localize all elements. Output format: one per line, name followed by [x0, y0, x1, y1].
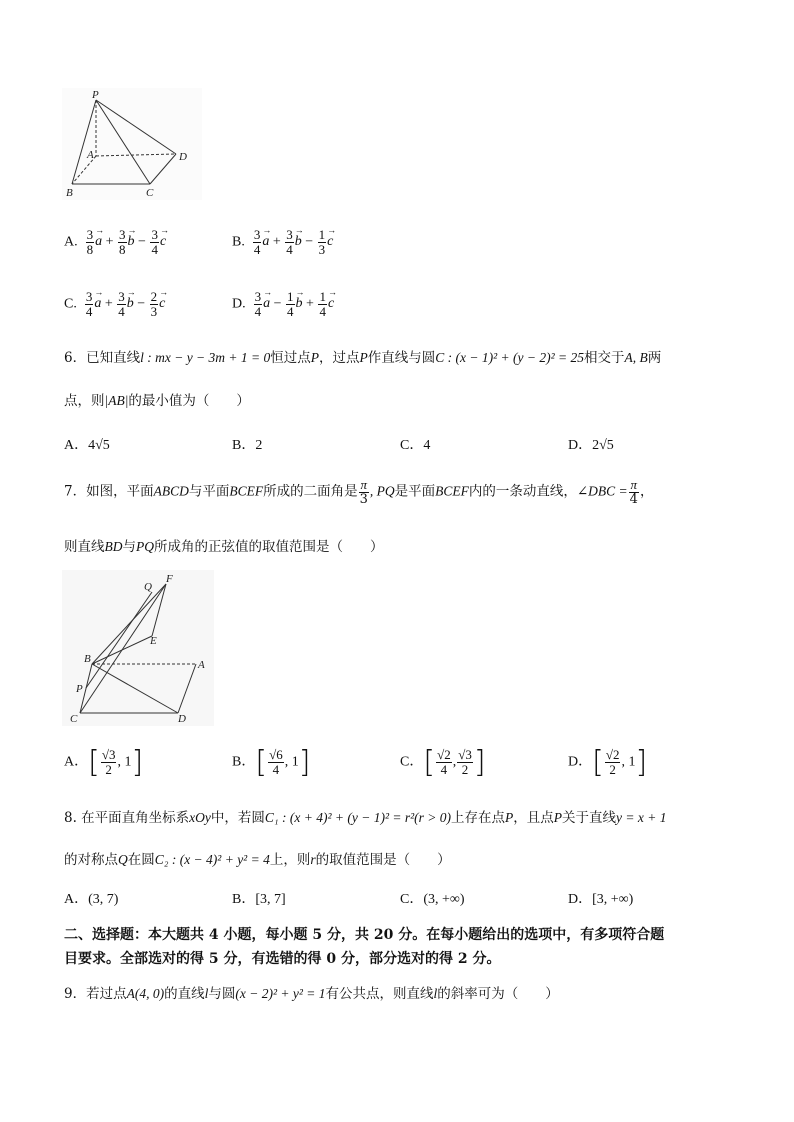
q8-option-c[interactable]: C．(3, +∞): [400, 892, 465, 907]
label-A: A: [198, 659, 205, 671]
label-B: B: [66, 187, 73, 199]
q9-stem: 9．若过点A(4, 0)的直线l与圆(x − 2)² + y² = 1有公共点，则直线l的斜率可为（ ）: [64, 986, 559, 1002]
q5-option-c[interactable]: C. $\frac{3}{4}$ → a + $\frac{3}{4}$ → b − $\frac{2}{3}$ → c: [64, 290, 165, 318]
label-D: D: [178, 713, 186, 725]
q5-option-a[interactable]: A. $\frac{3}{8}$ → a + $\frac{3}{8}$ → b − $\frac{3}{4}$ → c: [64, 228, 166, 256]
q8-stem-line2: 的对称点Q在圆C₂ : (x − 4)² + y² = 4上，则r的取值范围是（ ）: [64, 852, 451, 868]
q7-option-b[interactable]: B．[ $\frac{√6}{4}$ , 1]: [232, 745, 311, 780]
q7-option-c[interactable]: C．[ $\frac{√2}{4}$ , $\frac{√3}{2}$ ]: [400, 745, 486, 780]
q6-stem-line1: 6．已知直线l : mx − y − 3m + 1 = 0恒过点P，过点P作直线与圆C : (x − 1)² + (y − 2)² = 25相交于A, B两: [64, 350, 662, 366]
label-A: A: [87, 149, 94, 161]
q8-stem-line1: 8. 在平面直角坐标系xOy中，若圆C₁ : (x + 4)² + (y − 1)² = r²(r > 0)上存在点P，且点P关于直线y = x + 1: [64, 810, 667, 826]
section-2-heading-line2: 目要求。全部选对的得 5 分，有选错的得 0 分，部分选对的得 2 分。: [64, 951, 501, 967]
q8-option-d[interactable]: D．[3, +∞): [568, 892, 634, 907]
q6-option-a[interactable]: A．4√5: [64, 438, 110, 453]
q6-option-c[interactable]: C．4: [400, 438, 431, 453]
q7-stem-line1: 7．如图，平面ABCD与平面BCEF所成的二面角是 $\frac{\pi}{3}$ , PQ是平面BCEF内的一条动直线，∠DBC = $\frac{\pi}{4}$ ，: [64, 477, 654, 507]
label-D: D: [179, 151, 187, 163]
q8-option-a[interactable]: A．(3, 7): [64, 892, 119, 907]
q7-option-d[interactable]: D．[ $\frac{√2}{2}$ , 1]: [568, 745, 648, 780]
label-P: P: [76, 683, 83, 695]
label-C: C: [70, 713, 78, 725]
label-F: F: [166, 573, 173, 585]
dihedral-figure: [62, 570, 214, 726]
label-P: P: [92, 89, 99, 101]
q6-stem-line2: 点，则|AB|的最小值为（ ）: [64, 393, 250, 409]
pyramid-figure: [62, 88, 202, 200]
q5-option-d[interactable]: D. $\frac{3}{4}$ → a − $\frac{1}{4}$ → b + $\frac{1}{4}$ → c: [232, 290, 334, 318]
q6-option-d[interactable]: D．2√5: [568, 438, 614, 453]
label-Q: Q: [144, 581, 152, 593]
label-E: E: [150, 635, 157, 647]
label-C: C: [146, 187, 154, 199]
q5-option-b[interactable]: B. $\frac{3}{4}$ → a + $\frac{3}{4}$ → b − $\frac{1}{3}$ → c: [232, 228, 333, 256]
q7-stem-line2: 则直线BD与PQ所成角的正弦值的取值范围是（ ）: [64, 539, 384, 555]
q6-option-b[interactable]: B．2: [232, 438, 263, 453]
section-2-heading-line1: 二、选择题：本大题共 4 小题，每小题 5 分，共 20 分。在每小题给出的选项中，有多项符合题: [64, 927, 665, 943]
q7-option-a[interactable]: A．[ $\frac{√3}{2}$ , 1]: [64, 745, 144, 780]
q8-option-b[interactable]: B．[3, 7]: [232, 892, 286, 907]
label-B: B: [84, 653, 91, 665]
